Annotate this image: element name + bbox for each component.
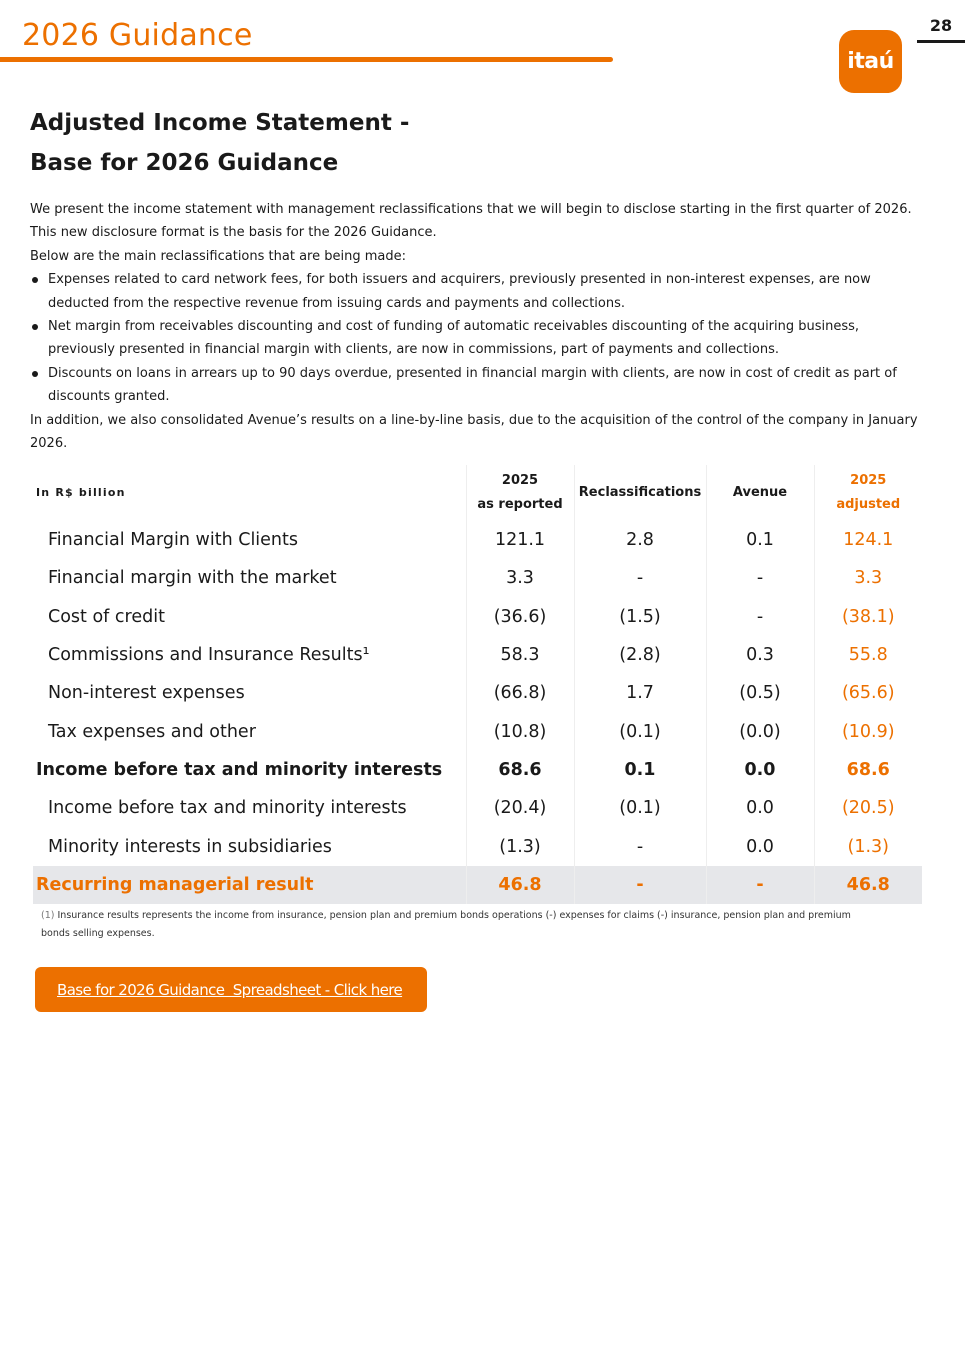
cell-reported: (36.6) [466, 598, 574, 636]
cell-reclass: 1.7 [574, 674, 706, 712]
bullet-text: Expenses related to card network fees, for both issuers and acquirers, previously presented in non-interest expenses, are now deducted from the respective revenue from issuing cards and payments and collections. [48, 272, 871, 311]
table-row-total [33, 866, 922, 904]
col1-line2: as reported [477, 497, 563, 512]
bullet-text: Net margin from receivables discounting and cost of funding of automatic receivables discounting of the acquiring business, previously presented in financial margin with clients, are now in commissions, part of payments and collections. [48, 319, 860, 358]
table-row [33, 789, 922, 827]
cell-avenue: 0.1 [706, 521, 814, 559]
row-label: Tax expenses and other [48, 721, 256, 742]
cell-reported: 46.8 [466, 866, 574, 904]
cell-avenue: (0.5) [706, 674, 814, 712]
row-label: Commissions and Insurance Results¹ [48, 645, 370, 666]
bullet-dot-icon [32, 324, 38, 330]
cell-reported: (10.8) [466, 712, 574, 750]
cta-label: Base for 2026 Guidance Spreadsheet - Click here [57, 980, 403, 999]
cell-reclass: (0.1) [574, 789, 706, 827]
table-row [33, 559, 922, 597]
cell-reported: 3.3 [466, 559, 574, 597]
bullet-item [30, 315, 930, 362]
cell-reported: (1.3) [466, 827, 574, 865]
intro-paragraph-1: We present the income statement with management reclassifications that we will begin to disclose starting in the first quarter of 2026. This new disclosure format is the basis for the 2026 Guidance. [30, 202, 912, 241]
cell-adjusted: 46.8 [814, 866, 922, 904]
cell-reclass: (1.5) [574, 598, 706, 636]
bullet-item [30, 268, 930, 315]
row-label: Recurring managerial result [33, 866, 466, 904]
col1-line1: 2025 [501, 473, 539, 488]
bullet-dot-icon [32, 277, 38, 283]
table-row [33, 636, 922, 674]
row-label: Cost of credit [48, 606, 165, 627]
cell-reported: 58.3 [466, 636, 574, 674]
cell-adjusted: 3.3 [814, 559, 922, 597]
guidance-spreadsheet-link[interactable] [35, 967, 427, 1012]
bullet-item [30, 362, 930, 409]
table-header-row [33, 465, 922, 521]
cell-adjusted: (1.3) [814, 827, 922, 865]
table-row [33, 712, 922, 750]
section-title-line2: Base for 2026 Guidance [30, 150, 339, 176]
cell-avenue: - [706, 559, 814, 597]
footnote-mark: (1) [41, 910, 55, 921]
cell-reclass: - [574, 866, 706, 904]
section-title-line1: Adjusted Income Statement - [30, 110, 410, 136]
cell-adjusted: (38.1) [814, 598, 922, 636]
cell-reported: (66.8) [466, 674, 574, 712]
page-header-title: 2026 Guidance [22, 18, 253, 53]
cell-reclass: (0.1) [574, 712, 706, 750]
cell-avenue: (0.0) [706, 712, 814, 750]
cell-adjusted: (10.9) [814, 712, 922, 750]
row-label: Non-interest expenses [48, 683, 245, 704]
table-row [33, 521, 922, 559]
cell-reclass: - [574, 827, 706, 865]
cell-reclass: - [574, 559, 706, 597]
logo-text: itaú [847, 49, 894, 74]
col-2025-reported-header [466, 465, 574, 521]
row-label: Income before tax and minority interests [36, 759, 443, 780]
bullet-text: Discounts on loans in arrears up to 90 days overdue, presented in financial margin with clients, are now in cost of credit as part of discounts granted. [48, 365, 897, 405]
cell-adjusted: 68.6 [814, 751, 922, 789]
page-number: 28 [929, 16, 953, 35]
cell-reported: 68.6 [466, 751, 574, 789]
table-row [33, 598, 922, 636]
cell-avenue: - [706, 866, 814, 904]
cell-adjusted: 55.8 [814, 636, 922, 674]
row-label: Financial Margin with Clients [48, 530, 298, 551]
itau-logo [839, 30, 902, 93]
col-2025-adjusted-header [814, 465, 922, 521]
adjusted-income-table [33, 465, 922, 904]
table-row [33, 674, 922, 712]
cell-avenue: - [706, 598, 814, 636]
intro-paragraph-3: In addition, we also consolidated Avenue’s results on a line-by-line basis, due to the acquisition of the control of the company in January 2026. [30, 412, 918, 452]
table-row-subtotal [33, 751, 922, 789]
table-footnote [41, 907, 871, 943]
cell-avenue: 0.0 [706, 789, 814, 827]
footnote-text: Insurance results represents the income from insurance, pension plan and premium bonds operations (-) expenses for claims (-) insurance, pension plan and premium bonds selling expenses. [41, 910, 851, 939]
table-unit-header: In R$ billion [36, 486, 126, 499]
row-label: Financial margin with the market [48, 568, 337, 589]
section-title [30, 103, 530, 183]
col4-line1: 2025 [850, 473, 887, 488]
page-number-rule [917, 40, 965, 43]
table-row [33, 827, 922, 865]
row-label: Minority interests in subsidiaries [48, 836, 332, 857]
bullet-dot-icon [32, 371, 38, 377]
col-reclassifications-header: Reclassifications [574, 465, 706, 521]
cell-reclass: 2.8 [574, 521, 706, 559]
cell-avenue: 0.0 [706, 827, 814, 865]
cell-reported: (20.4) [466, 789, 574, 827]
cell-avenue: 0.0 [706, 751, 814, 789]
row-label: Income before tax and minority interests [48, 798, 407, 819]
cell-avenue: 0.3 [706, 636, 814, 674]
col-avenue-header: Avenue [706, 465, 814, 521]
intro-text [30, 198, 930, 455]
col4-line2: adjusted [836, 497, 901, 512]
cell-reclass: (2.8) [574, 636, 706, 674]
header-rule [0, 57, 613, 62]
cell-adjusted: (20.5) [814, 789, 922, 827]
intro-paragraph-2: Below are the main reclassifications that are being made: [30, 248, 406, 264]
cell-adjusted: (65.6) [814, 674, 922, 712]
cell-reclass: 0.1 [574, 751, 706, 789]
cell-adjusted: 124.1 [814, 521, 922, 559]
cell-reported: 121.1 [466, 521, 574, 559]
